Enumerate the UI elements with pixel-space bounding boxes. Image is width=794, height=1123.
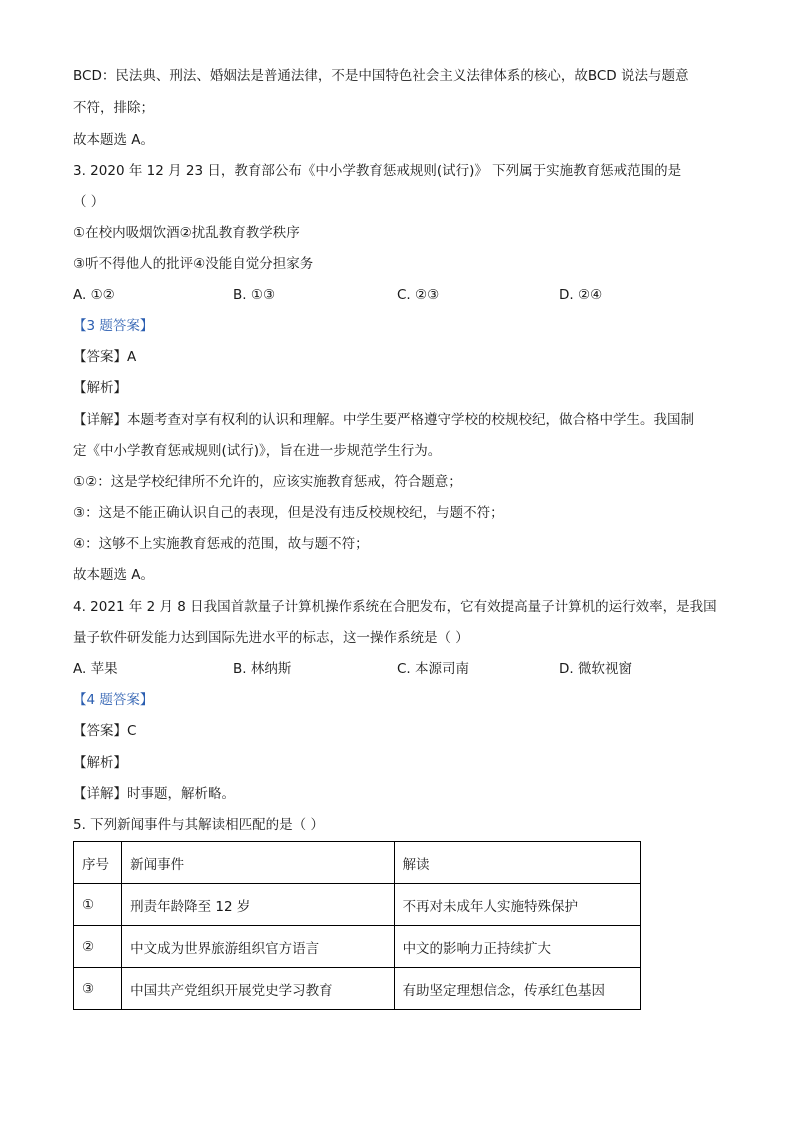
q5-stem: 5. 下列新闻事件与其解读相匹配的是（ ） (73, 817, 324, 833)
q3-stem-line-2: （ ） (73, 194, 105, 210)
row-interpretation: 有助坚定理想信念，传承红色基因 (394, 968, 640, 1010)
table-row (74, 926, 641, 968)
q2-conclusion: 故本题选 A。 (73, 132, 155, 148)
row-interpretation: 不再对未成年人实施特殊保护 (394, 884, 640, 926)
row-event: 中文成为世界旅游组织官方语言 (122, 926, 394, 968)
q4-option-b: B. 林纳斯 (233, 661, 292, 677)
q4-stem-line-1: 4. 2021 年 2 月 8 日我国首款量子计算机操作系统在合肥发布，它有效提高量子计算机的运行效率，是我国 (73, 599, 717, 615)
table-header-row (74, 842, 641, 884)
row-interpretation: 中文的影响力正持续扩大 (394, 926, 640, 968)
q3-point-2: ③：这是不能正确认识自己的表现，但是没有违反校规校纪，与题不符； (73, 505, 504, 521)
q3-point-3: ④：这够不上实施教育惩戒的范围，故与题不符； (73, 536, 369, 552)
q3-detail-line-1: 【详解】本题考查对享有权利的认识和理解。中学生要严格遵守学校的校规校纪，做合格中学生。我国制 (73, 412, 694, 428)
q3-item-line-2: ③听不得他人的批评④没能自觉分担家务 (73, 256, 314, 272)
row-event: 刑责年龄降至 12 岁 (122, 884, 394, 926)
news-table (73, 841, 641, 1010)
q3-answer-tag: 【3 题答案】 (73, 318, 154, 334)
q4-option-c: C. 本源司南 (397, 661, 470, 677)
header-event: 新闻事件 (122, 842, 394, 884)
q3-option-b: B. ①③ (233, 287, 276, 303)
row-index: ① (74, 884, 122, 926)
header-interpretation: 解读 (394, 842, 640, 884)
row-index: ③ (74, 968, 122, 1010)
row-event: 中国共产党组织开展党史学习教育 (122, 968, 394, 1010)
q4-answer: 【答案】C (73, 723, 137, 739)
q3-option-a: A. ①② (73, 287, 115, 303)
q3-stem-line-1: 3. 2020 年 12 月 23 日，教育部公布《中小学教育惩戒规则(试行)》 下列属于实施教育惩戒范围的是 (73, 163, 682, 179)
q4-stem-line-2: 量子软件研发能力达到国际先进水平的标志，这一操作系统是（ ） (73, 630, 469, 646)
q4-options (73, 659, 723, 679)
q3-options (73, 285, 723, 305)
q3-option-d: D. ②④ (559, 287, 603, 303)
q3-detail-line-2: 定《中小学教育惩戒规则(试行)》，旨在进一步规范学生行为。 (73, 443, 442, 459)
q4-detail: 【详解】时事题，解析略。 (73, 786, 235, 802)
q3-conclusion: 故本题选 A。 (73, 567, 155, 583)
q3-item-line-1: ①在校内吸烟饮酒②扰乱教育教学秩序 (73, 225, 300, 241)
q4-answer-tag: 【4 题答案】 (73, 692, 154, 708)
q4-option-d: D. 微软视窗 (559, 661, 632, 677)
row-index: ② (74, 926, 122, 968)
q3-analysis-tag: 【解析】 (73, 380, 127, 396)
q4-analysis-tag: 【解析】 (73, 755, 127, 771)
q3-option-c: C. ②③ (397, 287, 440, 303)
q4-option-a: A. 苹果 (73, 661, 118, 677)
table-row (74, 884, 641, 926)
q2-explanation-line-2: 不符，排除； (73, 100, 154, 116)
table-row (74, 968, 641, 1010)
header-index: 序号 (74, 842, 122, 884)
q2-explanation-line-1: BCD：民法典、刑法、婚姻法是普通法律，不是中国特色社会主义法律体系的核心，故BCD 说法与题意 (73, 68, 689, 84)
q3-answer: 【答案】A (73, 349, 137, 365)
q3-point-1: ①②：这是学校纪律所不允许的，应该实施教育惩戒，符合题意； (73, 474, 462, 490)
